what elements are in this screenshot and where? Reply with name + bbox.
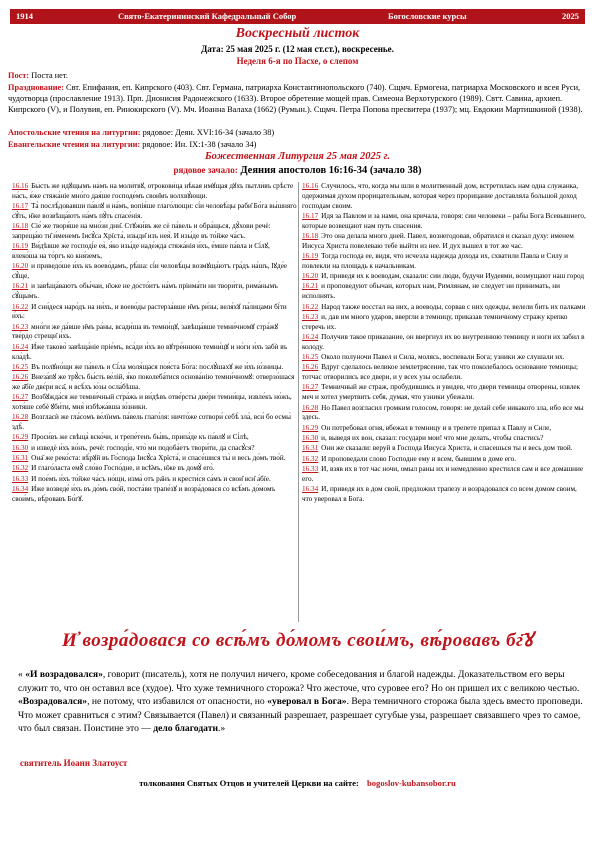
verse-number[interactable]: 16.21 (302, 282, 319, 291)
verse-text: Около полуночи Павел и Сила, молясь, воспевали Бога; узники же слушали их. (321, 353, 565, 362)
verse-number[interactable]: 16.28 (12, 413, 29, 422)
verse-number[interactable]: 16.29 (302, 423, 319, 432)
verse-text: Идя за Павлом и за нами, она кричала, говоря: сии человеки – рабы Бога Всевышнего, которые возвещают нам путь спасения. (302, 211, 586, 230)
verse-text: и завѣща́ваютъ обы́чаи, и̑хже не досто́итъ на́мъ пріима́ти ни твори́ти, рима́нымъ сꙋ́щымъ. (12, 282, 278, 301)
verse-text: Вдруг сделалось великое землетрясение, так что поколебалось основание темницы; тотчас отворились все двери, и у всех узы ослабели. (302, 363, 578, 382)
reading-columns (12, 182, 587, 622)
page-title: Воскресный листок (235, 26, 360, 41)
footer-text: толкования Святых Отцов и учителей Церкви на сайте: (139, 778, 359, 788)
verse-slavonic (12, 373, 297, 393)
verse-slavonic (12, 222, 297, 242)
verse-text: И пое́мъ и́хъ то́йже ча́съ но́щи, изма̀ отъ ра̑нъ и крести́ся са́мъ и свои̑ вси̑ а́бїе. (31, 474, 271, 483)
comment-quote-2: «Возрадовался» (18, 696, 88, 708)
verse-text: И проповедали слово Господне ему и всем, бывшим в доме его. (321, 454, 517, 463)
gospel-value: рядовое: Ин. IX:1-38 (зачало 34) (142, 140, 257, 149)
commentary (18, 668, 583, 736)
verse-number[interactable]: 16.24 (302, 332, 319, 341)
verse-number[interactable]: 16.25 (302, 353, 319, 362)
verse-slavonic (12, 464, 297, 474)
verse-text: И́же таково̀ завѣща́ніе пріе́мъ, вса́ди и́хъ во вꙋтре́ннюю темни́цꙋ и но́ги и́хъ забѝ въ кла́дѣ. (12, 342, 288, 361)
footer (0, 778, 595, 788)
year-left: 1914 (16, 11, 33, 21)
fast-label: Пост: (8, 71, 30, 80)
verse-text: Сіе́ же творя́ше на мно́зи дни̑. Стꙋжи́въ же сѐ па́вель и обра́щься, дꙋ́хови речѐ: запреща́ю ти̑ и́менемъ Іисꙋ́са Хрїста́, изыди̑ изъ нея̀. И изы́де въ то́йже ча́съ. (12, 222, 271, 240)
headline-verse: И҆ возра́довася со всѣ́мъ до́момъ свои́мъ, вѣ́ровавъ бг҃ꙋ (62, 630, 533, 651)
verse-russian (302, 434, 587, 444)
feast-line (8, 82, 588, 115)
verse-slavonic (12, 475, 297, 485)
verse-text: Тогда господа ее, видя, что исчезла надежда дохода их, схватили Павла и Силу и повлекли на площадь к начальникам. (302, 252, 568, 270)
verse-text: Внеза́пꙋ же трꙋ́съ бы́сть ве́лій, я́ко поколеба́тися основа́нію темни́чномꙋ: отверзо́шася же а̑бїе двє́ри вса̑, и всѣ́хъ ю́зы осла́бѣша. (12, 373, 295, 391)
verse-number[interactable]: 16.16 (12, 182, 29, 190)
comment-open: « (18, 669, 26, 680)
week-line: Неделя 6-я по Пасхе, о слепом (236, 56, 359, 66)
verse-text: и проповедуют обычаи, которых нам, Римлянам, не следует ни принимать, ни исполнять. (302, 282, 560, 301)
verse-text: Она̑ же реко́ста: вѣ́рꙋй въ Го́спода Іисꙋ́са Хрїста́, и спасе́шися ты̀ и весь до́мъ тво́й. (31, 454, 286, 463)
verse-text: Он потребовал огня, вбежал в темницу и в трепете припал к Павлу и Силе, (321, 423, 552, 432)
verse-slavonic (12, 202, 297, 222)
verse-number[interactable]: 16.20 (12, 262, 29, 271)
verse-text: И́же возведе́ и́хъ въ до́мъ сво́й, поста́ви трапе́зꙋ и возра́довася со всѣ́мъ до́момъ свои́мъ, вѣ́ровавъ Бо́гꙋ. (12, 484, 276, 503)
verse-russian (302, 353, 587, 363)
verse-russian (302, 303, 587, 313)
verse-number[interactable]: 16.25 (12, 362, 29, 371)
year-right: 2025 (562, 11, 579, 21)
verse-number[interactable]: 16.23 (12, 322, 29, 331)
verse-number[interactable]: 16.32 (302, 454, 319, 463)
verse-number[interactable]: 16.19 (12, 242, 29, 251)
verse-number[interactable]: 16.32 (12, 464, 29, 473)
verse-russian (302, 363, 587, 383)
verse-russian (302, 383, 587, 403)
russian-column (302, 182, 587, 622)
verse-number[interactable]: 16.22 (302, 302, 319, 311)
verse-number[interactable]: 16.18 (302, 231, 319, 240)
comment-part-1: , говорит (писатель), хотя не получил ничего, кроме собеседования и благой надежды. Доказательством его веры служит то, что он оставил все (худое). Что хуже темничного сторожа? Что жесточе, что суровее его? Но он пришел их с великою честью. (18, 669, 580, 694)
verse-slavonic (12, 182, 297, 202)
feast-label: Празднование: (8, 83, 64, 92)
verse-number[interactable]: 16.24 (12, 342, 29, 351)
gospel-label: Евангельские чтения на литургии: (8, 140, 141, 149)
verse-text: Но Павел возгласил громким голосом, говоря: не делай себе никакого зла, ибо все мы здесь. (302, 403, 584, 422)
verse-text: Возгласѝ же гла́сомъ ве́лїимъ па́вель глаго́ля: ничто́же сотвори́ себѣ̀ зла̀, вси́ бо есмы̀ здѣ̀. (12, 413, 291, 432)
apostle-line (8, 127, 588, 138)
verse-text: И сни́деся наро́дъ на ни́хъ, и воево́ды растерза́вше и̑мъ ри́зы, веля́хꙋ па́лицами бі́ти и́хъ: (12, 302, 287, 321)
verse-russian (302, 182, 587, 211)
verse-russian (302, 404, 587, 424)
verse-number[interactable]: 16.34 (302, 484, 319, 493)
verse-text: Возбꙋжда́ся же темни́чный стра́жь и ви́дѣвъ отве́рсты две́ри темни́цы, извле́къ но́жъ, хотя́ше себѐ ꙋби́ти, мня̀ избѣжа́вша ю́зники. (12, 393, 292, 412)
fast-line (8, 70, 588, 81)
verse-text: И глаго́ласта емꙋ̀ сло́во Госпо́дне, и всѣ̑мъ, и̑же въ домꙋ̀ его̀. (31, 464, 215, 473)
liturgy-title: Божественная Литургия 25 мая 2025 г. (204, 151, 391, 162)
slavonic-column (12, 182, 297, 622)
verse-slavonic (12, 262, 297, 282)
comment-quote-3: «уверовал в Бога» (267, 696, 347, 708)
comment-close: .» (217, 723, 226, 735)
verse-slavonic (12, 454, 297, 464)
verse-number[interactable]: 16.17 (302, 211, 319, 220)
verse-russian (302, 313, 587, 333)
verse-russian (302, 333, 587, 353)
verse-slavonic (12, 444, 297, 454)
apostle-value: рядовое: Деян. XVI:16-34 (зачало 38) (142, 128, 275, 137)
verse-number[interactable]: 16.21 (12, 282, 29, 291)
gospel-line (8, 139, 588, 150)
fast-value: Поста нет. (31, 71, 68, 80)
verse-number[interactable]: 16.29 (12, 433, 29, 442)
verse-slavonic (12, 433, 297, 443)
verse-slavonic (12, 413, 297, 433)
zachalo-prefix: рядовое зачало: (173, 165, 238, 175)
verse-number[interactable]: 16.20 (302, 272, 319, 281)
verse-number[interactable]: 16.26 (302, 363, 319, 372)
verse-text: И, приведя их к воеводам, сказали: сии люди, будучи Иудеями, возмущают наш город (321, 272, 584, 281)
verse-text: и, дав им много ударов, ввергли в темницу, приказав темничному стражу крепко стеречь их. (302, 312, 568, 331)
verse-russian (302, 232, 587, 252)
commentary-author: святитель Иоанн Златоуст (20, 758, 128, 768)
verse-russian (302, 272, 587, 282)
verse-russian (302, 465, 587, 485)
verse-text: Это она делала много дней. Павел, вознегодовав, обратился и сказал духу: именем Иисуса Христа повелеваю тебе выйти из нее. И дух вышел в тот же час. (302, 231, 574, 250)
verse-number[interactable]: 16.30 (12, 443, 29, 452)
verse-slavonic (12, 323, 297, 343)
header-bar (10, 9, 585, 24)
verse-number[interactable]: 16.27 (12, 393, 29, 402)
verse-number[interactable]: 16.33 (302, 464, 319, 473)
verse-russian (302, 455, 587, 465)
verse-number[interactable]: 16.27 (302, 383, 319, 392)
verse-number[interactable]: 16.16 (302, 182, 319, 190)
verse-text: Случилось, что, когда мы шли в молитвенный дом, встретилась нам одна служанка, одержимая духом прорицательным, которая через прорицание доставляла большой доход господам своим. (302, 182, 579, 210)
verse-slavonic (12, 485, 297, 505)
comment-quote-1: «И возрадовался» (25, 669, 103, 680)
verse-slavonic (12, 303, 297, 323)
zachalo-line (0, 165, 595, 176)
verse-text: Бы́сть же идꙋ́щымъ на́мъ на моли́твꙋ, отрокови́ца нѣ́кая имꙋ́щая дꙋ́хъ пытли́въ срѣ́сте на́съ, я́же стяжа́ніе мно́го дая́ше господе́мъ свои̑мъ волхвꙋ́ющи. (12, 182, 294, 200)
courses-name: Богословские курсы (388, 11, 467, 21)
verse-slavonic (12, 393, 297, 413)
verse-number[interactable]: 16.30 (302, 433, 319, 442)
verse-russian (302, 252, 587, 272)
verse-number[interactable]: 16.19 (302, 252, 319, 261)
verse-text: Проси́въ же свѣща̀ вско́чи, и трепе́тенъ бы́въ, припа́де къ па́влꙋ и Сі́лѣ, (31, 433, 249, 442)
verse-text: Та̀ послѣ́довавши па́влꙋ и на́мъ, вопія́ше глаго́лющи: сі́и человѣ́цы раби̑ Бо́га вы́шняго сꙋ́ть, и̑же возвѣща́ютъ на́мъ пꙋ́ть спасе́нія. (12, 202, 297, 220)
verse-number[interactable]: 16.18 (12, 222, 29, 231)
footer-site-link[interactable]: bogoslov-kubansobor.ru (366, 778, 456, 788)
verse-number[interactable]: 16.31 (12, 454, 29, 463)
verse-text: И, взяв их в тот час ночи, омыл раны их и немедленно крестился сам и все домашние его. (302, 464, 584, 483)
verse-text: Они же сказали: веруй в Господа Иисуса Христа, и спасешься ты и весь дом твой. (321, 444, 573, 453)
verse-slavonic (12, 242, 297, 262)
verse-number[interactable]: 16.23 (302, 312, 319, 321)
verse-russian (302, 424, 587, 434)
verse-number[interactable]: 16.28 (302, 403, 319, 412)
comment-quote-4: дело благодати (153, 723, 218, 735)
verse-text: Въ полꙋно́щи же па́вель и Сі́ла моля́щася поя́ста Бо́га: послꙋ́шахꙋ же и́хъ ю́зницы. (31, 362, 284, 371)
verse-slavonic (12, 343, 297, 363)
verse-text: Темничный же страж, пробудившись и увидев, что двери темницы отворены, извлек меч и хотел умертвить себя, думая, что узники убежали. (302, 383, 581, 402)
verse-russian (302, 444, 587, 454)
comment-part-3: . Вера темничного сторожа была здесь вместо проповеди. Что может сравниться с этим? Связывается (Павел) и связанный разрешает, разрешает сугубые узы, разрешает связавшего чрез то самое, что был связан. Поистине это — (18, 696, 583, 735)
verse-number[interactable]: 16.34 (12, 484, 29, 493)
verse-text: и приведо́ше и́хъ къ воево́дамъ, рѣ́ша: сі́и человѣ́цы возмꙋща́ютъ гра́дъ на́шъ, Іꙋде́е сꙋ́ще, (12, 262, 288, 281)
verse-number[interactable]: 16.31 (302, 444, 319, 453)
verse-slavonic (12, 282, 297, 302)
verse-slavonic (12, 363, 297, 373)
verse-russian (302, 485, 587, 505)
verse-text: мно́ги же да́вше и̑мъ ра́ны, всади́ша въ темни́цꙋ, завѣща́вше темни́чномꙋ стра́жꙋ тве́рдо стрещи̑ и́хъ. (12, 322, 279, 341)
column-divider (298, 182, 299, 622)
cathedral-name: Свято-Екатерининский Кафедральный Собор (118, 11, 297, 21)
verse-text: И, приведя их в дом свой, предложил трапезу и возрадовался со всем домом своим, что уверовал в Бога. (302, 484, 577, 503)
verse-number[interactable]: 16.17 (12, 202, 29, 211)
verse-text: Получив такое приказание, он ввергнул их во внутреннюю темницу и ноги их забил в колоду. (302, 332, 585, 351)
verse-text: Ви́дѣвше же господі́е ея̀, я́ко изы́де наде́жда стяжа́нія и́хъ, е́мше па́вла и Сі́лꙋ, влеко́ша на то́ргъ ко кня́земъ, (12, 242, 270, 261)
verse-text: Народ также восстал на них, а воеводы, сорвав с них одежды, велели бить их палками (321, 302, 586, 311)
date-line: Дата: 25 мая 2025 г. (12 мая ст.ст.), воскресенье. (201, 44, 394, 54)
apostle-label: Апостольские чтения на литургии: (8, 128, 141, 137)
verse-number[interactable]: 16.22 (12, 302, 29, 311)
verse-text: и, выведя их вон, сказал: государи мои! что мне делать, чтобы спастись? (321, 433, 544, 442)
verse-russian (302, 212, 587, 232)
comment-part-2: , не потому, что избавился от опасности, но (87, 696, 268, 708)
verse-text: и изведѐ и́хъ во́нъ, речѐ: господі́е, что̀ ми подоба́етъ твори́ти, да спасꙋ́ся? (31, 443, 255, 452)
feast-value: Свт. Епифания, еп. Кипрского (403). Свт. Германа, патриарха Константинопольского (740). Сщмч. Ермогена, патриарха Московского и всея Руси, чудотворца (прославление 1913). Прп. Дионисия Радонежского (1633). Второе обретение мощей прав. Симеона Верхотурского (1989). Свтт. Савина, архиеп. Кипрского (V), и Полувия, еп. Ринокирского (V). Мч. Иоанна Валаха (1662) (Румын.). Сщмч. Петра Попова пресвитера (1937); мц. Евдокии Мартишкиной (1938). (8, 83, 583, 114)
verse-number[interactable]: 16.33 (12, 474, 29, 483)
verse-russian (302, 282, 587, 302)
verse-number[interactable]: 16.26 (12, 373, 29, 382)
zachalo-title: Деяния апостолов 16:16-34 (зачало 38) (240, 165, 422, 176)
